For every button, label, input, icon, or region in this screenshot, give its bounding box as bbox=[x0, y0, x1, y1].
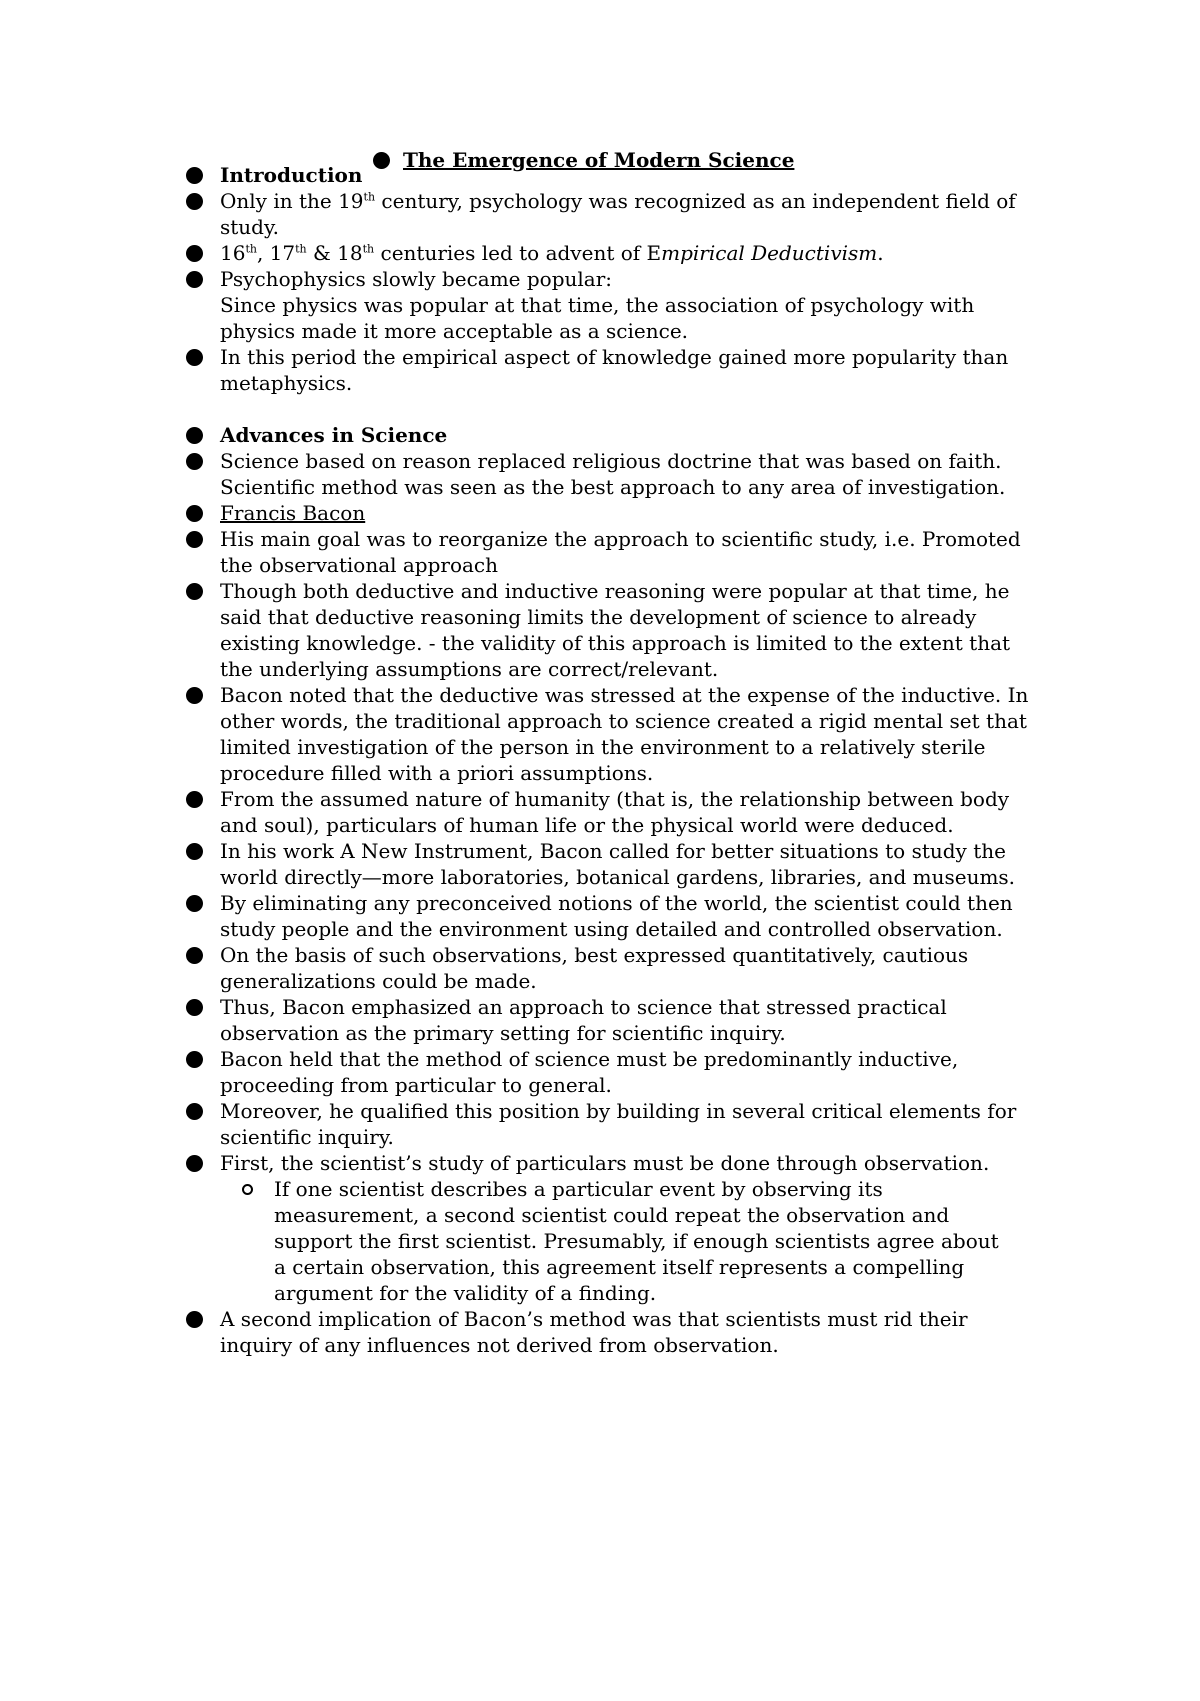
bullet-icon bbox=[186, 271, 203, 288]
list-item bbox=[0, 994, 1040, 1046]
list-item bbox=[0, 1306, 1040, 1358]
bullet-icon bbox=[186, 245, 203, 262]
list-item bbox=[0, 1150, 1040, 1176]
superscript: th bbox=[362, 242, 375, 256]
italic-term: mpirical Deductivism bbox=[661, 241, 878, 265]
text: In his work A New Instrument, Bacon called for better situations to study the world directly—more laboratories, botanical gardens, libraries, and museums. bbox=[220, 839, 1016, 889]
text: Though both deductive and inductive reasoning were popular at that time, he said that deductive reasoning limits the development of science to already existing knowledge. - the validity of this approach is limited to the extent that the underlying assumptions are correct/relevant. bbox=[220, 579, 1011, 681]
section-heading-introduction: Introduction bbox=[220, 163, 363, 187]
superscript: th bbox=[295, 242, 307, 256]
bullet-icon bbox=[186, 843, 203, 860]
text: From the assumed nature of humanity (that is, the relationship between body and soul), particulars of human life or the physical world were deduced. bbox=[220, 787, 1010, 837]
bullet-icon bbox=[186, 791, 203, 808]
sub-list-item bbox=[0, 1176, 1014, 1306]
text: Since physics was popular at that time, the association of psychology with physics made it more acceptable as a science. bbox=[220, 293, 975, 343]
bullet-icon bbox=[186, 1311, 203, 1328]
list-item bbox=[0, 838, 1040, 890]
underlined-name: Francis Bacon bbox=[220, 501, 366, 525]
list-item bbox=[0, 526, 1040, 578]
bullet-icon bbox=[186, 505, 203, 522]
text: A second implication of Bacon’s method was that scientists must rid their inquiry of any influences not derived from observation. bbox=[220, 1307, 968, 1357]
bullet-icon bbox=[186, 427, 203, 444]
text: . bbox=[877, 241, 884, 265]
text: centuries led to advent of E bbox=[374, 241, 662, 265]
superscript: th bbox=[363, 190, 376, 204]
list-item bbox=[0, 162, 1040, 188]
section-heading-advances: Advances in Science bbox=[220, 423, 448, 447]
text: On the basis of such observations, best expressed quantitatively, cautious generalizations could be made. bbox=[220, 943, 969, 993]
bullet-icon bbox=[186, 349, 203, 366]
text: Only in the 19 bbox=[220, 189, 364, 213]
text: Thus, Bacon emphasized an approach to science that stressed practical observation as the primary setting for scientific inquiry. bbox=[220, 995, 947, 1045]
bullet-icon bbox=[186, 687, 203, 704]
text: century, psychology was recognized as an independent field of study. bbox=[220, 189, 1016, 239]
text: & 18 bbox=[306, 241, 363, 265]
bullet-icon bbox=[186, 193, 203, 210]
list-item bbox=[0, 422, 1040, 448]
bullet-icon bbox=[186, 583, 203, 600]
list-item bbox=[0, 1098, 1040, 1150]
list-item bbox=[0, 682, 1040, 786]
list-item bbox=[0, 240, 1040, 266]
text: Science based on reason replaced religious doctrine that was based on faith. Scientific method was seen as the best approach to any area of investigation. bbox=[220, 449, 1006, 499]
text: If one scientist describes a particular event by observing its measurement, a second scientist could repeat the observation and support the first scientist. Presumably, if enough scientists agree about a certain observation, this agreement itself represents a compelling argument for the validity of a finding. bbox=[274, 1177, 999, 1305]
bullet-list bbox=[0, 162, 1200, 1358]
superscript: th bbox=[245, 242, 257, 256]
bullet-icon bbox=[186, 531, 203, 548]
text: His main goal was to reorganize the approach to scientific study, i.e. Promoted the observational approach bbox=[220, 527, 1021, 577]
list-item bbox=[0, 942, 1040, 994]
list-item bbox=[0, 448, 1040, 500]
list-item bbox=[0, 1046, 1040, 1098]
text: , 17 bbox=[256, 241, 296, 265]
bullet-icon bbox=[186, 167, 203, 184]
text: Psychophysics slowly became popular: bbox=[220, 267, 613, 291]
list-item bbox=[0, 344, 1040, 396]
list-item bbox=[0, 890, 1040, 942]
text: Bacon held that the method of science must be predominantly inductive, proceeding from particular to general. bbox=[220, 1047, 959, 1097]
bullet-icon bbox=[186, 895, 203, 912]
list-item bbox=[0, 500, 1040, 526]
list-item bbox=[0, 188, 1040, 240]
hollow-circle-bullet-icon bbox=[242, 1184, 253, 1195]
text: By eliminating any preconceived notions of the world, the scientist could then study people and the environment using detailed and controlled observation. bbox=[220, 891, 1013, 941]
text: In this period the empirical aspect of knowledge gained more popularity than metaphysics. bbox=[220, 345, 1009, 395]
list-item bbox=[0, 578, 1040, 682]
bullet-icon bbox=[186, 999, 203, 1016]
bullet-icon bbox=[186, 1103, 203, 1120]
text: First, the scientist’s study of particulars must be done through observation. bbox=[220, 1151, 990, 1175]
page-title: The Emergence of Modern Science bbox=[403, 148, 795, 172]
bullet-icon bbox=[186, 453, 203, 470]
text: Moreover, he qualified this position by building in several critical elements for scientific inquiry. bbox=[220, 1099, 1017, 1149]
list-item bbox=[0, 786, 1040, 838]
bullet-icon bbox=[186, 1155, 203, 1172]
bullet-icon bbox=[186, 947, 203, 964]
list-item bbox=[0, 266, 1040, 344]
text: 16 bbox=[220, 241, 246, 265]
bullet-icon bbox=[186, 1051, 203, 1068]
text: Bacon noted that the deductive was stressed at the expense of the inductive. In other words, the traditional approach to science created a rigid mental set that limited investigation of the person in the environment to a relatively sterile procedure filled with a priori assumptions. bbox=[220, 683, 1029, 785]
